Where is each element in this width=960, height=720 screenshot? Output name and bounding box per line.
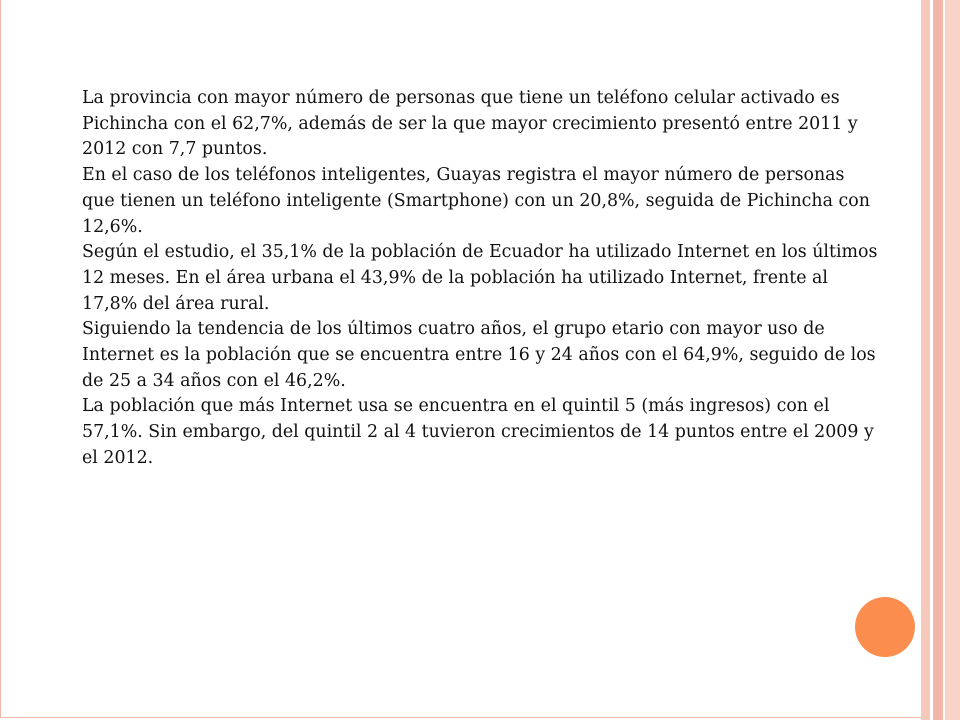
accent-circle [855,597,915,657]
decorative-stripe [921,0,930,720]
decorative-stripe [945,0,960,720]
paragraph-age-groups: Siguiendo la tendencia de los últimos cuatro años, el grupo etario con mayor uso de Internet es la población que se encuentra entre 16 y 24 años con el 64,9%, seguido de los de 25 a 34 años con el 46,2%. [82,319,876,391]
paragraph-mobile-phones: La provincia con mayor número de personas que tiene un teléfono celular activado es Pichincha con el 62,7%, además de ser la que mayor crecimiento presentó entre 2011 y 2012 con 7,7 puntos. [82,88,858,160]
slide-body-text [82,86,882,472]
paragraph-smartphones: En el caso de los teléfonos inteligentes, Guayas registra el mayor número de personas que tienen un teléfono inteligente (Smartphone) con un 20,8%, seguida de Pichincha con 12,6%. [82,165,870,237]
paragraph-income-quintiles: La población que más Internet usa se encuentra en el quintil 5 (más ingresos) con el 57,1%. Sin embargo, del quintil 2 al 4 tuvieron crecimientos de 14 puntos entre el 2009 y el 2012. [82,396,874,468]
paragraph-internet-use: Según el estudio, el 35,1% de la población de Ecuador ha utilizado Internet en los últimos 12 meses. En el área urbana el 43,9% de la población ha utilizado Internet, frente al 17,8% del área rural. [82,242,878,314]
decorative-stripe [933,0,943,720]
